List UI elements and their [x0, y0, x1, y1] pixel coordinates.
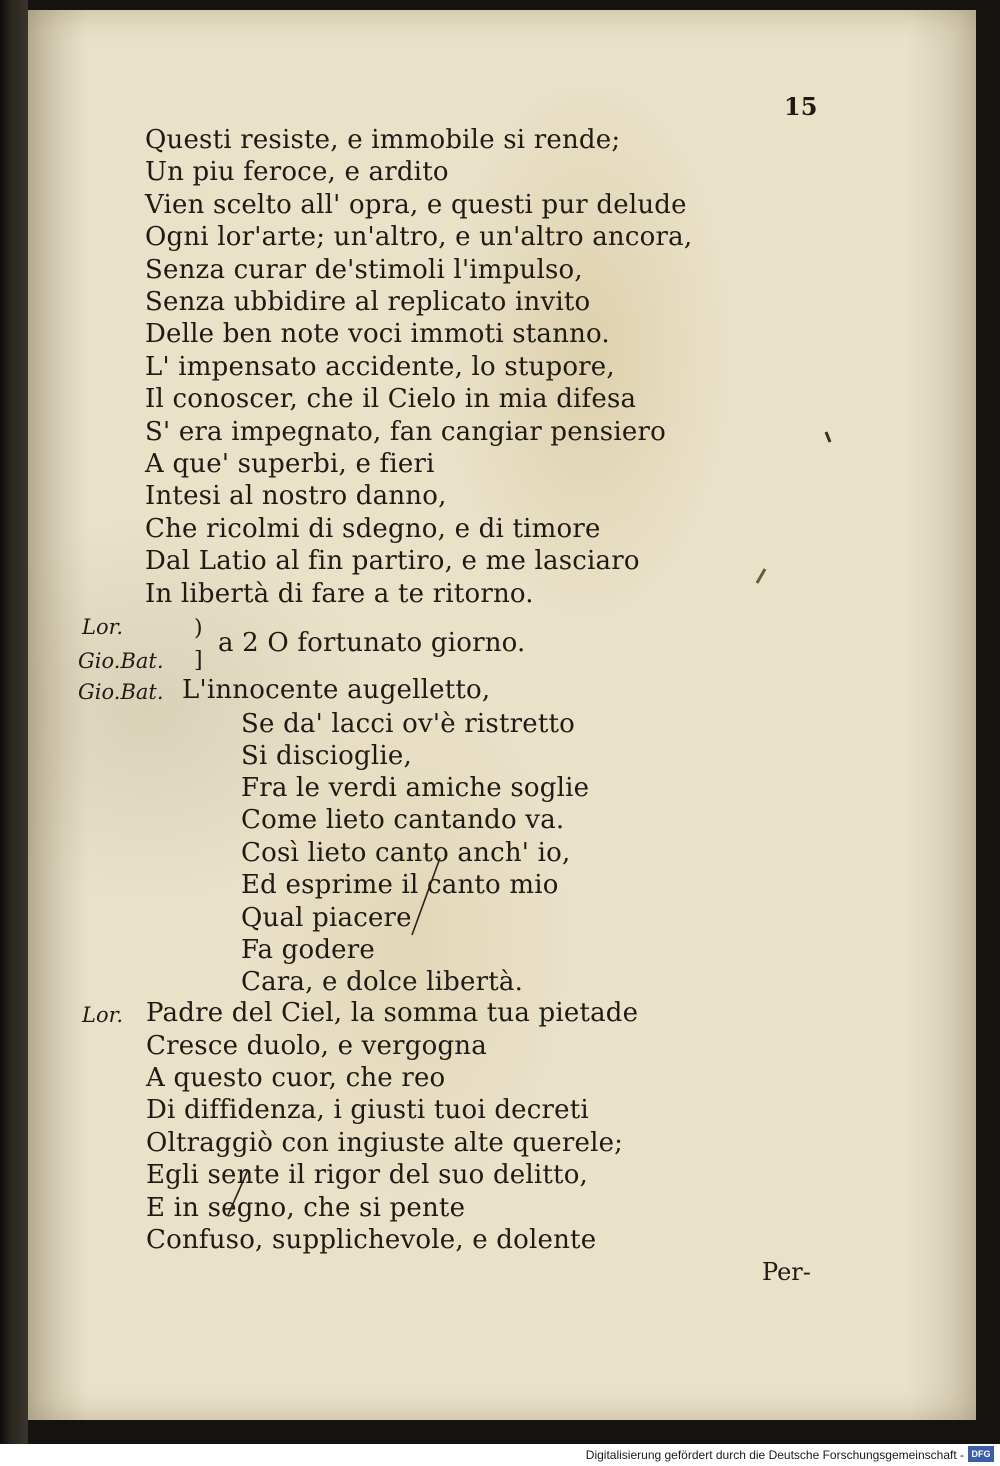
text-line: Senza ubbidire al replicato invito	[145, 287, 591, 317]
text-line: Padre del Ciel, la somma tua pietade	[146, 998, 639, 1028]
text-line: Fra le verdi amiche soglie	[241, 773, 590, 803]
text-line: Il conoscer, che il Cielo in mia difesa	[145, 384, 637, 414]
text-line: Senza curar de'stimoli l'impulso,	[145, 255, 583, 285]
text-line: Ed esprime il canto mio	[241, 870, 559, 900]
text-line: S' era impegnato, fan cangiar pensiero	[145, 417, 666, 447]
brace-mark: )	[194, 616, 203, 641]
text-line: Qual piacere	[241, 903, 412, 933]
text-line: Fa godere	[241, 935, 375, 965]
text-line: Delle ben note voci immoti stanno.	[145, 319, 610, 349]
text-line: Cara, e dolce libertà.	[241, 967, 524, 997]
speaker-label: Gio.Bat.	[78, 680, 164, 704]
text-line: Intesi al nostro danno,	[145, 481, 447, 511]
text-line: In libertà di fare a te ritorno.	[145, 579, 534, 609]
text-line: Di diffidenza, i giusti tuoi decreti	[146, 1095, 589, 1125]
text-line: Ogni lor'arte; un'altro, e un'altro ancora,	[145, 222, 693, 252]
text-line: A questo cuor, che reo	[146, 1063, 446, 1093]
speaker-label: Gio.Bat.	[78, 649, 164, 673]
text-line: Oltraggiò con ingiuste alte querele;	[146, 1128, 624, 1158]
recitative-block-1	[145, 125, 745, 609]
digitization-credit: Digitalisierung gefördert durch die Deutsche Forschungsgemeinschaft -	[585, 1448, 964, 1462]
page-number: 15	[784, 92, 818, 121]
text-line: E in segno, che si pente	[146, 1193, 466, 1223]
text-line: Cresce duolo, e vergogna	[146, 1031, 487, 1061]
text-line: Così lieto canto anch' io,	[241, 838, 571, 868]
brace-mark: ]	[194, 648, 203, 673]
duet-line: a 2 O fortunato giorno.	[218, 628, 526, 658]
text-line: L' impensato accidente, lo stupore,	[145, 352, 615, 382]
recitative-block-2	[82, 998, 682, 1258]
text-line: Si discioglie,	[241, 741, 412, 771]
text-line: Confuso, supplichevole, e dolente	[146, 1225, 597, 1255]
catchword: Per-	[762, 1258, 811, 1286]
speaker-label: Lor.	[82, 615, 123, 639]
book-gutter-edge	[0, 0, 28, 1466]
text-line: Se da' lacci ov'è ristretto	[241, 709, 575, 739]
text-line: Questi resiste, e immobile si rende;	[145, 125, 621, 155]
text-line: A que' superbi, e fieri	[145, 449, 435, 479]
text-line: L'innocente augelletto,	[182, 675, 491, 705]
aria-block	[78, 675, 678, 1000]
text-line: Un piu feroce, e ardito	[145, 157, 449, 187]
text-line: Dal Latio al fin partiro, e me lasciaro	[145, 546, 640, 576]
text-line: Egli sente il rigor del suo delitto,	[146, 1160, 589, 1190]
duet-block	[78, 614, 678, 674]
text-line: Vien scelto all' opra, e questi pur delude	[145, 190, 687, 220]
speaker-label: Lor.	[82, 1003, 123, 1027]
dfg-logo: DFG	[968, 1446, 994, 1462]
text-line: Come lieto cantando va.	[241, 805, 565, 835]
text-line: Che ricolmi di sdegno, e di timore	[145, 514, 601, 544]
